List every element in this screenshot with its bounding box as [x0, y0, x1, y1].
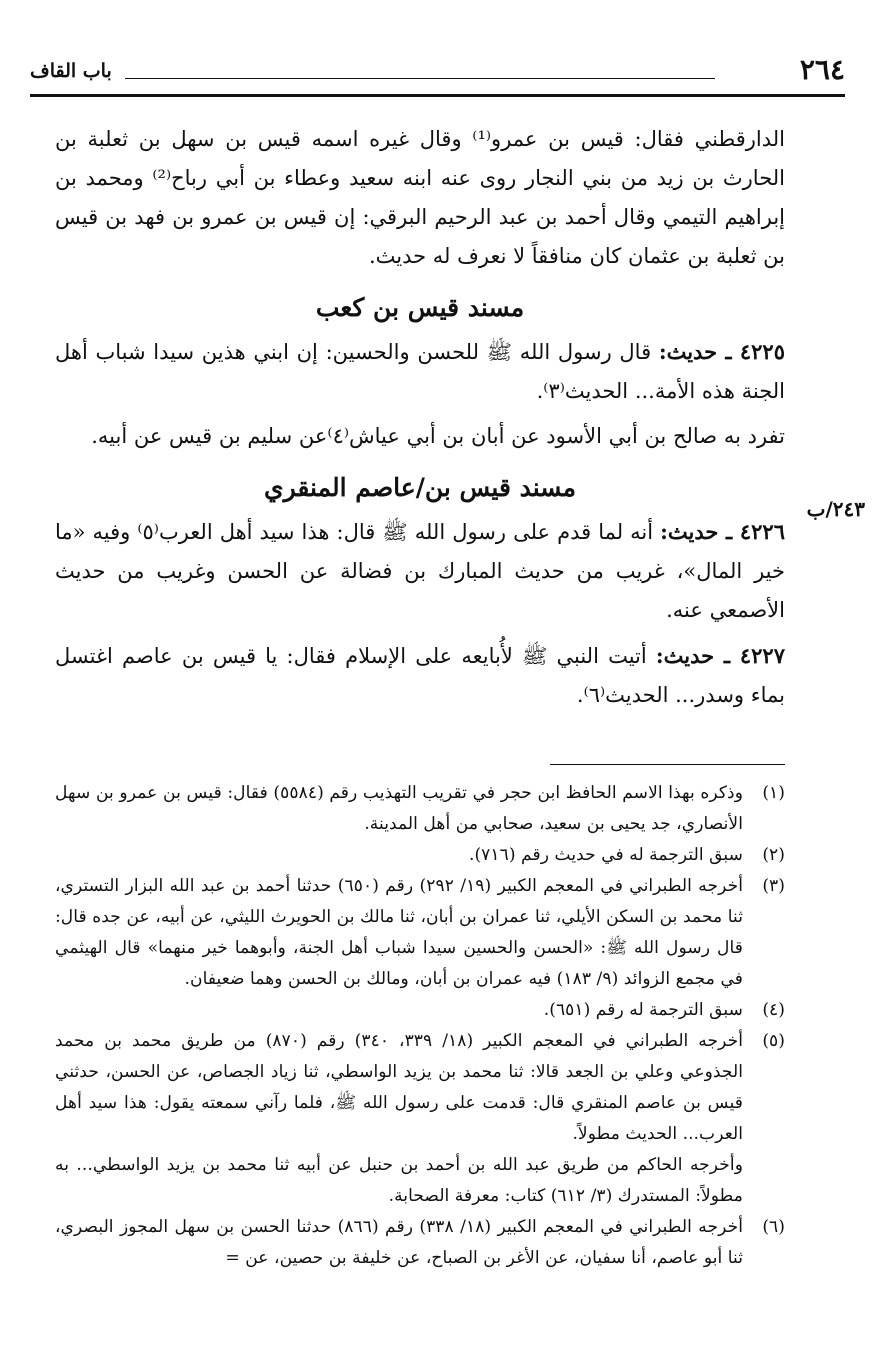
footnote-5 — [55, 1026, 785, 1150]
footnotes — [55, 778, 785, 1274]
footnote-6 — [55, 1212, 785, 1274]
footnote-number: (٥) — [762, 1031, 785, 1051]
footnote-text: أخرجه الطبراني في المعجم الكبير (١٨/ ٣٣٨) رقم (٨٦٦) حدثنا الحسن بن سهل المجوز البصري، ثنا أبو عاصم، أنا سفيان، عن الأغر بن الصباح، عن خليفة بن حصين، عن = — [55, 1217, 743, 1268]
footnote-3 — [55, 871, 785, 995]
footnote-divider — [550, 764, 785, 765]
section-heading-qays-bin-asim: مسند قيس بن/عاصم المنقري — [264, 473, 576, 502]
footnote-number: (٢) — [762, 845, 785, 865]
hadith-text: أنه لما قدم على رسول الله ﷺ قال: هذا سيد أهل العرب⁽٥⁾ وفيه «ما خير المال»، غريب من حديث المبارك بن فضالة عن الحسن وغريب من حديث الأصمعي عنه. — [55, 520, 785, 622]
footnote-text: سبق الترجمة له في حديث رقم (٧١٦). — [469, 845, 743, 865]
header-divider — [30, 94, 845, 97]
margin-manuscript-note: ٢٤٣/ب — [806, 497, 865, 521]
intro-line: الحارث بن زيد من بني النجار روى عنه ابنه سعيد وعطاء بن أبي رباح⁽²⁾ — [152, 166, 785, 190]
footnote-text: أخرجه الطبراني في المعجم الكبير (١٨/ ٣٣٩، ٣٤٠) رقم (٨٧٠) من طريق محمد بن محمد الجذوعي وعلي بن الجعد قالا: ثنا محمد بن يزيد الواسطي، ثنا زياد الجصاص، عن الحسن، حدثني قيس بن عاصم المنقري قال: قدمت على رسول الله ﷺ، فلما رآني سمعته يقول: هذا سيد أهل العرب... الحديث مطولاً. — [55, 1031, 744, 1144]
footnote-number: (٣) — [762, 876, 785, 896]
hadith-text: قال رسول الله ﷺ للحسن والحسين: إن ابني هذين سيدا شباب أهل الجنة هذه الأمة... الحديث⁽٣⁾. — [55, 340, 785, 403]
hadith-4226 — [55, 512, 785, 630]
running-header — [30, 50, 845, 90]
main-text — [55, 120, 785, 721]
hadith-label: ٤٢٢٥ ـ حديث: — [658, 339, 785, 364]
intro-line: الدارقطني فقال: قيس بن عمرو⁽¹⁾ وقال غيره اسمه قيس بن سهل بن ثعلبة بن — [55, 127, 785, 151]
intro-line: فهد بن قيس بن ثعلبة بن عثمان كان منافقاً لا نعرف له حديث. — [55, 205, 785, 268]
hadith-4225-note: تفرد به صالح بن أبي الأسود عن أبان بن أبي عياش⁽٤⁾عن سليم بن قيس عن أبيه. — [91, 424, 785, 448]
hadith-4227 — [55, 636, 785, 715]
hadith-text: أتيت النبي ﷺ لأُبايعه على الإسلام فقال: يا قيس بن عاصم اغتسل بماء وسدر... الحديث⁽٦⁾. — [55, 644, 785, 707]
section-heading-qays-bin-kaab: مسند قيس بن كعب — [315, 293, 525, 322]
footnote-text: سبق الترجمة له رقم (٦٥١). — [543, 1000, 743, 1020]
hadith-label: ٤٢٢٦ ـ حديث: — [660, 519, 785, 544]
footnote-text: أخرجه الطبراني في المعجم الكبير (١٩/ ٢٩٢) رقم (٦٥٠) حدثنا أحمد بن عبد الله البزار التستري، ثنا محمد بن السكن الأيلي، ثنا عمران بن أبان، ثنا مالك بن الحويرث الليثي، عن أبيه، عن جده قال: قال رسول الله ﷺ: «الحسن والحسين سيدا شباب أهل الجنة، وأبوهما خير منهما» قال الهيثمي في مجمع الزوائد (٩/ ١٨٣) فيه عمران بن أبان، ومالك بن الحسن وهما ضعيفان. — [55, 876, 743, 989]
page-number: ٢٦٤ — [799, 53, 845, 86]
hadith-4225 — [55, 332, 785, 411]
footnote-4 — [55, 995, 785, 1026]
intro-paragraph — [55, 120, 785, 276]
chapter-title: باب القاف — [30, 60, 112, 82]
footnote-number: (١) — [762, 783, 785, 803]
footnote-1 — [55, 778, 785, 840]
header-rule — [125, 78, 715, 79]
footnote-2 — [55, 840, 785, 871]
footnote-text: وذكره بهذا الاسم الحافظ ابن حجر في تقريب التهذيب رقم (٥٥٨٤) فقال: قيس بن عمرو بن سهل الأنصاري، جد يحيى بن سعيد، صحابي من أهل المدينة. — [55, 783, 743, 834]
hadith-label: ٤٢٢٧ ـ حديث: — [655, 643, 785, 668]
intro-line: ومحمد بن إبراهيم التيمي وقال أحمد بن عبد الرحيم البرقي: إن قيس بن عمرو بن — [55, 166, 785, 229]
footnote-number: (٦) — [762, 1217, 785, 1237]
footnote-5-continuation: وأخرجه الحاكم من طريق عبد الله بن أحمد بن حنبل عن أبيه ثنا محمد بن يزيد الواسطي... به مطولاً: المستدرك (٣/ ٦١٢) كتاب: معرفة الصحابة. — [55, 1155, 743, 1206]
footnote-number: (٤) — [762, 1000, 785, 1020]
